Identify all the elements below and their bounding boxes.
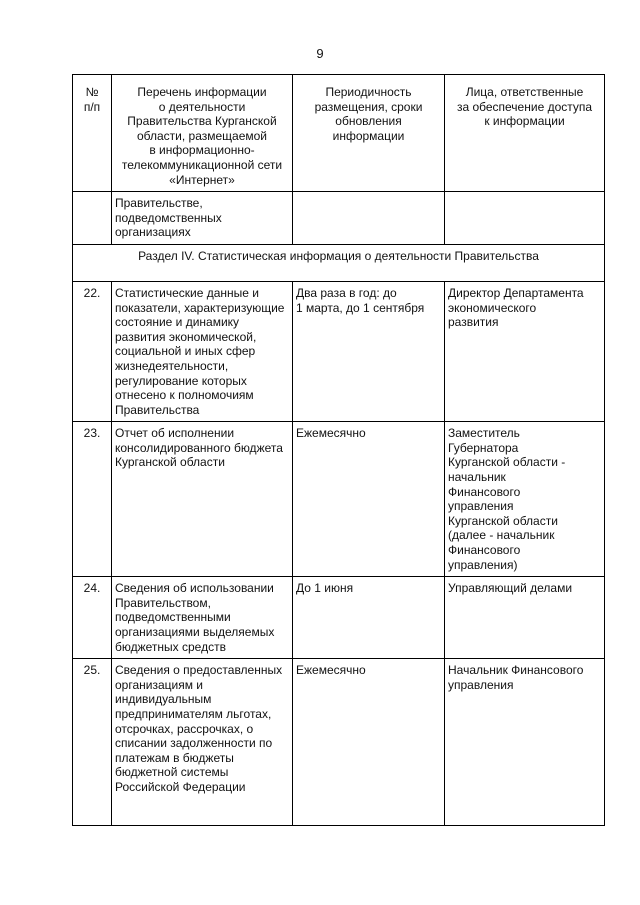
table-row (73, 422, 605, 577)
cell-info: Отчет об исполнении консолидированного бюджета Курганской области (112, 422, 293, 577)
table-row (73, 577, 605, 659)
table-row (73, 281, 605, 421)
cell-period-empty (293, 192, 445, 245)
cell-num: 25. (73, 659, 112, 826)
cell-responsible: Начальник Финансового управления (445, 659, 605, 826)
cell-period: Ежемесячно (293, 659, 445, 826)
cell-num-empty (73, 192, 112, 245)
cell-info: Статистические данные и показатели, характеризующие состояние и динамику развития экономической, социальной и иных сфер жизнедеятельности, регулирование которых отнесено к полномочиям Правительства (112, 281, 293, 421)
cell-info: Сведения о предоставленных организациям и индивидуальным предпринимателям льготах, отсрочках, рассрочках, о списании задолженности по платежам в бюджеты бюджетной системы Российской Федерации (112, 659, 293, 826)
cell-info: Правительстве, подведомственных организациях (112, 192, 293, 245)
header-period: Периодичность размещения, сроки обновления информации (293, 75, 445, 192)
cell-period: Два раза в год: до 1 марта, до 1 сентября (293, 281, 445, 421)
cell-responsible: Управляющий делами (445, 577, 605, 659)
header-num: № п/п (73, 75, 112, 192)
cell-info: Сведения об использовании Правительством, подведомственными организациями выделяемых бюджетных средств (112, 577, 293, 659)
cell-responsible: Директор Департамента экономического развития (445, 281, 605, 421)
cell-responsible: Заместитель Губернатора Курганской области - начальник Финансового управления Курганской области (далее - начальник Финансового управления) (445, 422, 605, 577)
section-row (73, 244, 605, 281)
cell-responsible-empty (445, 192, 605, 245)
table-header-row (73, 75, 605, 192)
cell-num: 23. (73, 422, 112, 577)
section-heading: Раздел IV. Статистическая информация о деятельности Правительства (73, 244, 605, 281)
cell-period: Ежемесячно (293, 422, 445, 577)
page-number: 9 (316, 46, 324, 61)
cell-num: 24. (73, 577, 112, 659)
cell-num: 22. (73, 281, 112, 421)
information-table (72, 74, 605, 826)
header-info: Перечень информации о деятельности Правительства Курганской области, размещаемой в информационно- телекоммуникационной сети «Интернет» (112, 75, 293, 192)
header-responsible: Лица, ответственные за обеспечение доступа к информации (445, 75, 605, 192)
cell-period: До 1 июня (293, 577, 445, 659)
table-row (73, 659, 605, 826)
table-row-continuation (73, 192, 605, 245)
